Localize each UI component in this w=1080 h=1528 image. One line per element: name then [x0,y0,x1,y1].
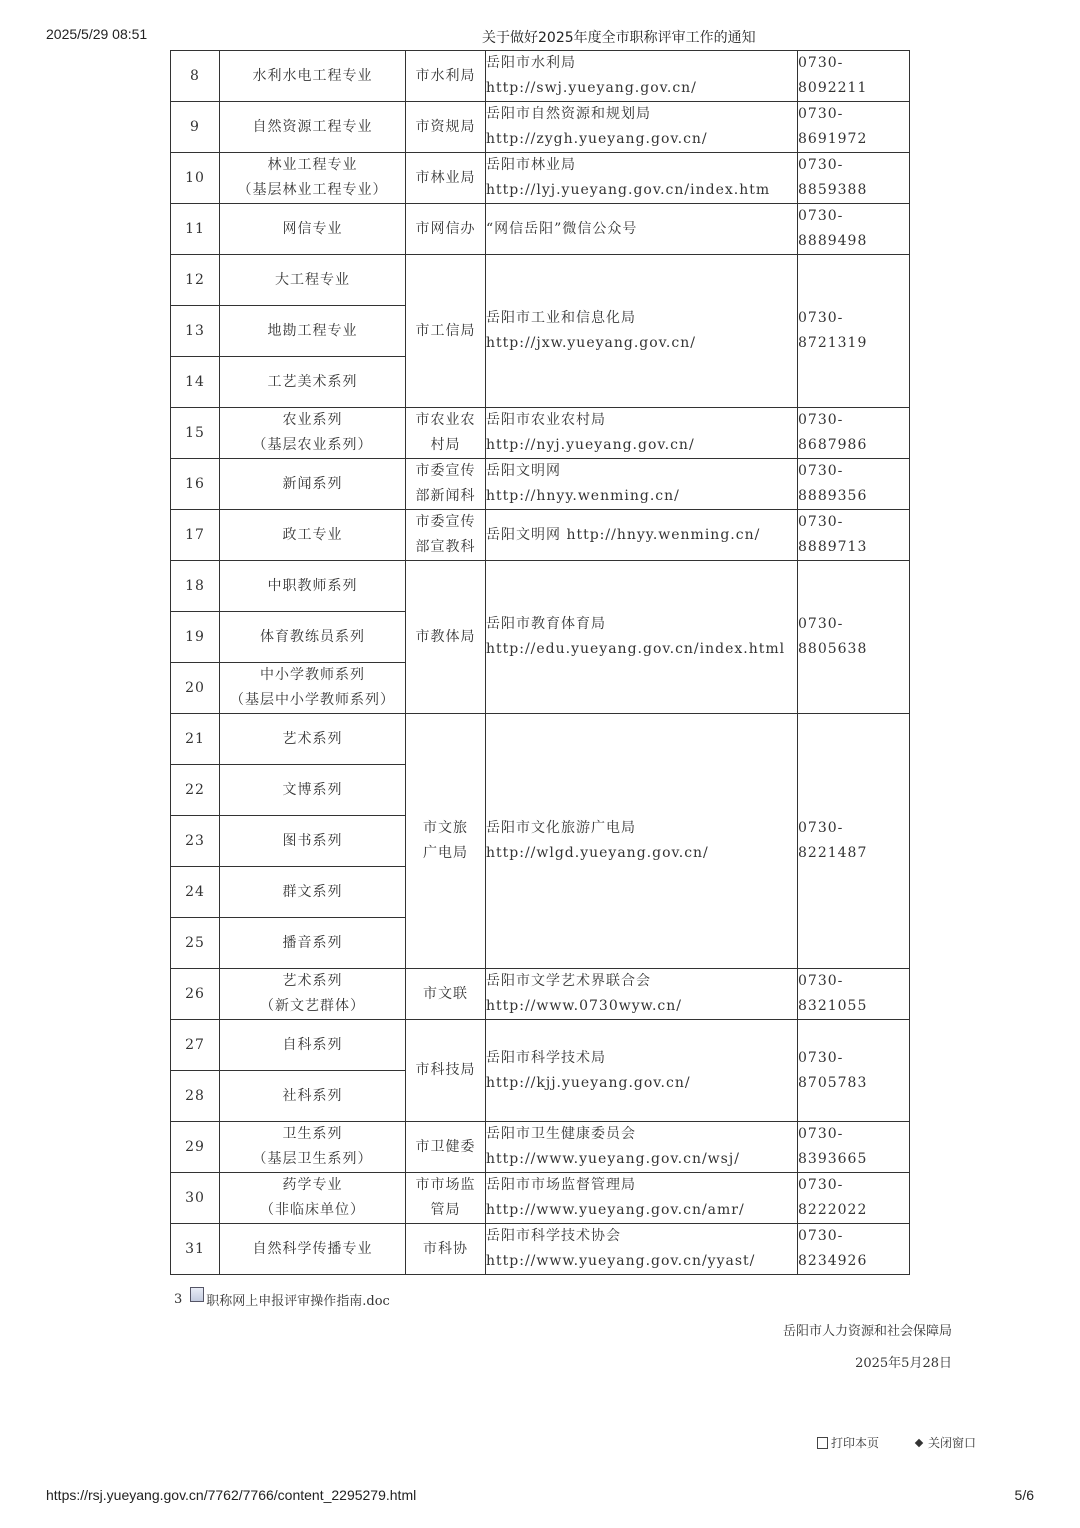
series-name-line: 艺术系列 [282,730,343,747]
website-info-line[interactable]: http://www.yueyang.gov.cn/wsj/ [486,1151,740,1167]
series-name-line: 新闻系列 [282,475,343,492]
website-info-line: 岳阳文明网 [486,463,561,479]
department [406,408,486,459]
department [406,255,486,408]
series-name [220,816,406,867]
table-row [171,102,910,153]
row-number: 14 [171,357,220,408]
department [406,1020,486,1122]
website-info-line: 岳阳市工业和信息化局 [486,310,636,326]
department-line: 市农业农 [415,412,476,428]
series-name [220,1224,406,1275]
department [406,561,486,714]
series-name [220,102,406,153]
website-info-line[interactable]: http://edu.yueyang.gov.cn/index.html [486,641,786,657]
print-page-button[interactable] [817,1434,879,1451]
issue-date: 2025年5月28日 [855,1356,952,1371]
word-doc-icon [190,1287,204,1302]
department-line: 部新闻科 [415,488,476,504]
department [406,714,486,969]
table-row [171,459,910,510]
website-info-line[interactable]: http://kjj.yueyang.gov.cn/ [486,1074,691,1091]
contact-phone: 0730-8687986 [798,408,910,459]
department-line: 村局 [430,437,461,453]
contact-phone: 0730-8092211 [798,51,910,102]
series-name-line: 自科系列 [282,1036,343,1053]
department-line: 管局 [430,1202,461,1218]
website-info [486,561,798,714]
row-number: 19 [171,612,220,663]
series-name [220,255,406,306]
table-row [171,204,910,255]
page-url: https://rsj.yueyang.gov.cn/7762/7766/content_2295279.html [46,1487,417,1503]
series-name [220,663,406,714]
row-number: 11 [171,204,220,255]
row-number: 20 [171,663,220,714]
print-icon [817,1437,828,1449]
website-info-line: 岳阳市市场监督管理局 [486,1177,636,1193]
website-info [486,510,798,561]
series-name-line: （基层林业工程专业） [237,182,388,198]
website-info-line[interactable]: http://hnyy.wenming.cn/ [486,488,680,504]
series-name-line: 农业系列 [282,412,343,428]
website-info [486,459,798,510]
series-name [220,765,406,816]
series-name [220,867,406,918]
contact-phone: 0730-8222022 [798,1173,910,1224]
department-line: 市卫健委 [415,1138,476,1155]
row-number: 26 [171,969,220,1020]
row-number: 12 [171,255,220,306]
series-name-line: 地勘工程专业 [267,322,358,339]
series-name-line: 文博系列 [282,781,343,798]
department [406,1224,486,1275]
series-name [220,1173,406,1224]
department-line: 市教体局 [415,628,476,645]
table-row [171,969,910,1020]
website-info [486,1020,798,1122]
website-info [486,714,798,969]
department [406,459,486,510]
series-name-line: 图书系列 [282,832,343,849]
website-info-line: 岳阳市卫生健康委员会 [486,1126,636,1142]
series-name-line: 药学专业 [282,1177,343,1193]
series-name [220,714,406,765]
contact-phone: 0730-8721319 [798,255,910,408]
table-row [171,1224,910,1275]
department-line: 市资规局 [415,118,476,135]
department-line: 市委宣传 [415,463,476,479]
department-line: 市科协 [423,1240,468,1257]
website-info [486,1224,798,1275]
website-info-line[interactable]: http://swj.yueyang.gov.cn/ [486,80,697,96]
page-title: 关于做好2025年度全市职称评审工作的通知 [482,30,756,46]
series-name [220,459,406,510]
website-info-line[interactable]: http://www.yueyang.gov.cn/amr/ [486,1202,745,1218]
website-info [486,204,798,255]
series-name [220,51,406,102]
website-info-line[interactable]: http://www.0730wyw.cn/ [486,998,682,1014]
row-number: 22 [171,765,220,816]
series-name-line: （基层中小学教师系列） [230,692,395,708]
series-name-line: 政工专业 [282,526,343,543]
row-number: 13 [171,306,220,357]
department-line: 市工信局 [415,322,476,339]
website-info-line: 岳阳市自然资源和规划局 [486,106,651,122]
row-number: 21 [171,714,220,765]
row-number: 15 [171,408,220,459]
website-info-line[interactable]: http://wlgd.yueyang.gov.cn/ [486,845,709,861]
contact-phone: 0730-8889498 [798,204,910,255]
contact-phone: 0730-8393665 [798,1122,910,1173]
close-window-button[interactable] [916,1434,976,1451]
department [406,1173,486,1224]
department-line: 市文旅 [423,820,468,836]
website-info-line[interactable]: http://www.yueyang.gov.cn/yyast/ [486,1253,756,1269]
website-info-line[interactable]: http://jxw.yueyang.gov.cn/ [486,335,696,351]
contact-phone: 0730-8691972 [798,102,910,153]
series-name-line: （非临床单位） [260,1202,365,1218]
table-row [171,1020,910,1071]
row-number: 31 [171,1224,220,1275]
row-number: 25 [171,918,220,969]
row-number: 29 [171,1122,220,1173]
series-name-line: 水利水电工程专业 [252,67,373,84]
series-name [220,357,406,408]
table-row [171,510,910,561]
contact-phone: 0730-8221487 [798,714,910,969]
row-number: 9 [171,102,220,153]
series-name [220,1071,406,1122]
series-name-line: （基层卫生系列） [252,1151,373,1167]
series-name-line: 中小学教师系列 [260,667,365,683]
series-name-line: 群文系列 [282,883,343,900]
table-row [171,1122,910,1173]
series-name-line: （新文艺群体） [260,998,365,1014]
print-datetime: 2025/5/29 08:51 [46,26,148,42]
department [406,102,486,153]
row-number: 28 [171,1071,220,1122]
department-line: 市水利局 [415,67,476,84]
series-name-line: 工艺美术系列 [267,373,358,390]
row-number: 30 [171,1173,220,1224]
department [406,510,486,561]
contact-phone: 0730-8889713 [798,510,910,561]
website-info-line[interactable]: http://nyj.yueyang.gov.cn/ [486,437,695,453]
table-row [171,714,910,765]
website-info [486,969,798,1020]
website-info-line: 岳阳市水利局 [486,55,576,71]
website-info-line: 岳阳市农业农村局 [486,412,606,428]
series-name-line: 自然科学传播专业 [252,1240,373,1257]
row-number: 23 [171,816,220,867]
department-line: 市网信办 [415,220,476,237]
website-info-line[interactable]: http://lyj.yueyang.gov.cn/index.htm [486,182,771,198]
website-info-line: 岳阳市林业局 [486,157,576,173]
department-line: 部宣教科 [415,539,476,555]
table-row [171,408,910,459]
series-name [220,612,406,663]
website-info [486,408,798,459]
table-row [171,153,910,204]
department-line: 市科技局 [415,1062,476,1078]
series-name [220,918,406,969]
table-row [171,255,910,306]
table-row [171,561,910,612]
contact-phone: 0730-8805638 [798,561,910,714]
department-line: 市委宣传 [415,514,476,530]
row-number: 8 [171,51,220,102]
series-name-line: 体育教练员系列 [260,628,365,645]
department [406,204,486,255]
department [406,969,486,1020]
website-info-line: 岳阳市科学技术局 [486,1049,606,1066]
website-info-line: 岳阳市科学技术协会 [486,1228,621,1244]
department [406,153,486,204]
department-line: 市市场监 [415,1177,476,1193]
series-name-line: 大工程专业 [275,271,350,288]
row-number: 17 [171,510,220,561]
row-number: 10 [171,153,220,204]
series-name-line: 艺术系列 [282,973,343,989]
department [406,51,486,102]
department [406,1122,486,1173]
series-name-line: 卫生系列 [282,1126,343,1142]
website-info-line: “网信岳阳”微信公众号 [486,220,638,237]
row-number: 24 [171,867,220,918]
series-name-line: 林业工程专业 [267,157,358,173]
website-info-line: 岳阳市文学艺术界联合会 [486,973,651,989]
website-info [486,255,798,408]
contact-phone: 0730-8889356 [798,459,910,510]
department-line: 广电局 [423,845,468,861]
series-name [220,1020,406,1071]
series-name [220,153,406,204]
series-name-line: 自然资源工程专业 [252,118,373,135]
issuing-organization: 岳阳市人力资源和社会保障局 [782,1324,952,1339]
website-info [486,51,798,102]
series-name-line: 播音系列 [282,934,343,951]
page-number: 5/6 [1014,1487,1034,1503]
website-info [486,102,798,153]
row-number: 16 [171,459,220,510]
series-name [220,306,406,357]
series-name-line: 社科系列 [282,1087,343,1104]
series-name [220,510,406,561]
contact-phone: 0730-8321055 [798,969,910,1020]
contact-phone: 0730-8859388 [798,153,910,204]
department-line: 市林业局 [415,169,476,186]
series-name [220,1122,406,1173]
website-info-line: 岳阳文明网 http://hnyy.wenming.cn/ [486,526,761,543]
contact-phone: 0730-8234926 [798,1224,910,1275]
review-contact-table [170,50,910,1275]
website-info-line[interactable]: http://zygh.yueyang.gov.cn/ [486,131,708,147]
website-info [486,1122,798,1173]
series-name-line: 网信专业 [282,220,343,237]
series-name-line: 中职教师系列 [267,577,358,594]
print-page-label: 打印本页 [831,1436,880,1450]
series-name-line: （基层农业系列） [252,437,373,453]
website-info [486,1173,798,1224]
series-name [220,561,406,612]
website-info-line: 岳阳市文化旅游广电局 [486,820,636,836]
table-row [171,51,910,102]
series-name [220,969,406,1020]
website-info [486,153,798,204]
attachment[interactable] [174,1290,390,1309]
contact-phone: 0730-8705783 [798,1020,910,1122]
close-icon [915,1438,923,1446]
series-name [220,204,406,255]
attachment-filename[interactable]: 职称网上申报评审操作指南.doc [206,1294,390,1309]
close-window-label: 关闭窗口 [928,1436,977,1450]
row-number: 27 [171,1020,220,1071]
series-name [220,408,406,459]
department-line: 市文联 [423,985,468,1002]
table-row [171,1173,910,1224]
attachment-number: 3 [174,1292,183,1307]
website-info-line: 岳阳市教育体育局 [486,616,606,632]
row-number: 18 [171,561,220,612]
